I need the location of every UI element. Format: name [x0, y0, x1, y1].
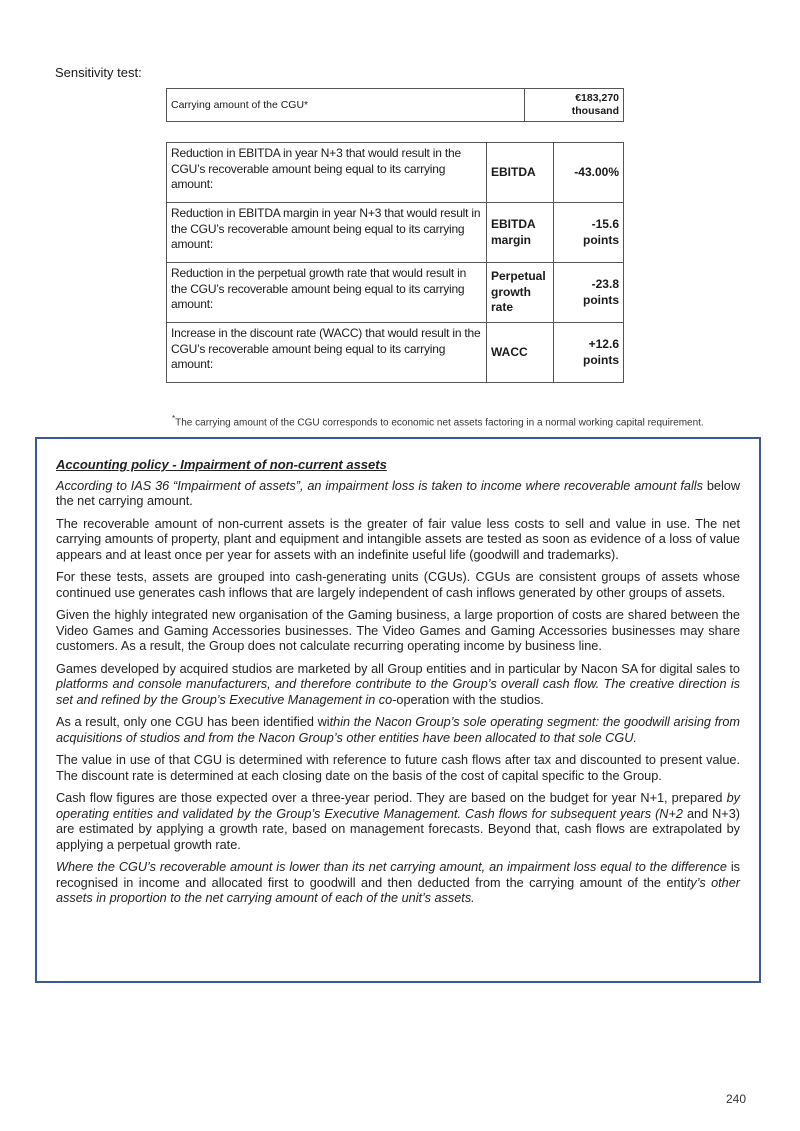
policy-text-italic: Where the CGU’s recoverable amount is lower than its net carrying amount, an impairment loss equal to the difference [56, 860, 727, 874]
policy-text: As a result, only one CGU has been identified wi [56, 715, 330, 729]
policy-text: Games developed by acquired studios are marketed by all Group entities and in particular by Nacon SA for digital sales to [56, 661, 740, 676]
sensitivity-description: Reduction in EBITDA in year N+3 that would result in the CGU’s recoverable amount being equal to its carrying amount: [167, 143, 487, 203]
policy-text: -operation with the studios. [392, 692, 544, 707]
sensitivity-value: -23.8 points [554, 263, 624, 323]
section-heading: Sensitivity test: [55, 65, 142, 80]
policy-paragraph: The recoverable amount of non-current assets is the greater of fair value less costs to sell and value in use. The net carrying amounts of property, plant and equipment and intangible assets are tested as soon as evidence of a loss of value appears and at least once per year for assets with an indefinite useful life (goodwill and trademarks). [56, 516, 740, 562]
sensitivity-description: Reduction in the perpetual growth rate that would result in the CGU’s recoverable amount being equal to its carrying amount: [167, 263, 487, 323]
policy-paragraph: The value in use of that CGU is determined with reference to future cash flows after tax and discounted to present value. The discount rate is determined at each closing date on the basis of the cost of capital specific to the Group. [56, 753, 740, 783]
sensitivity-description: Reduction in EBITDA margin in year N+3 that would result in the CGU’s recoverable amount being equal to its carrying amount: [167, 203, 487, 263]
policy-text-italic: by operating entities and validated by the Group’s Executive Management. Cash flows for subsequent years (N+2 [56, 791, 740, 821]
carrying-amount-value [525, 89, 624, 122]
sensitivity-metric: WACC [487, 323, 554, 383]
sensitivity-value: -15.6 points [554, 203, 624, 263]
table-row [167, 203, 624, 263]
sensitivity-table [166, 142, 624, 383]
policy-text: and N+3) are estimated by applying a growth rate, based on management forecasts. Beyond that, cash flows are extrapolated by applying a perpetual growth rate. [56, 806, 740, 852]
sensitivity-value: +12.6 points [554, 323, 624, 383]
policy-text: below the net carrying amount. [56, 478, 740, 508]
footnote [172, 414, 704, 428]
carrying-amount-unit: thousand [571, 105, 619, 118]
footnote-text: The carrying amount of the CGU corresponds to economic net assets factoring in a normal working capital requirement. [175, 417, 704, 429]
policy-title: Accounting policy - Impairment of non-current assets [56, 457, 387, 472]
policy-paragraph [56, 479, 740, 510]
footnote-marker: * [172, 414, 176, 423]
policy-paragraph: Given the highly integrated new organisation of the Gaming business, a large proportion of costs are shared between the Video Games and Gaming Accessories businesses. The Video Games and Gaming Accessories businesses may share customers. As a result, the Group does not calculate recurring operating income by business line. [56, 608, 740, 653]
carrying-amount-table [166, 88, 624, 122]
policy-text-italic: platforms and console manufacturers, and therefore contribute to the Group’s overall cash flow. The creative direction is set and refined by the Group’s Executive Management in co [56, 677, 740, 707]
policy-paragraph: For these tests, assets are grouped into cash-generating units (CGUs). CGUs are consistent groups of assets whose continued use generates cash inflows that are largely independent of cash inflows generated by other groups of assets. [56, 570, 740, 600]
sensitivity-metric: Perpetual growth rate [487, 263, 554, 323]
table-row [167, 143, 624, 203]
policy-text-italic: thin the Nacon Group’s sole operating segment: the goodwill arising from acquisitions of studios and from the Nacon Group’s other entities have been allocated to that sole CGU. [56, 715, 740, 745]
sensitivity-value: -43.00% [554, 143, 624, 203]
page-number: 240 [726, 1092, 747, 1106]
sensitivity-description: Increase in the discount rate (WACC) that would result in the CGU’s recoverable amount being equal to its carrying amount: [167, 323, 487, 383]
policy-text-italic: According to IAS 36 “Impairment of assets”, an impairment loss is taken to income where recoverable amount falls [56, 478, 703, 493]
policy-paragraph [56, 662, 740, 709]
table-row [167, 263, 624, 323]
sensitivity-metric: EBITDA margin [487, 203, 554, 263]
table-row [167, 323, 624, 383]
policy-paragraph [56, 715, 740, 746]
table-row [167, 89, 624, 122]
carrying-amount-label: Carrying amount of the CGU* [167, 89, 525, 122]
sensitivity-metric: EBITDA [487, 143, 554, 203]
policy-text: is recognised in income and allocated first to goodwill and then deducted from the carrying amount of the enti [56, 860, 740, 890]
carrying-amount-number: €183,270 [575, 92, 619, 104]
policy-text: Cash flow figures are those expected over a three-year period. They are based on the budget for year N+1, prepared [56, 791, 727, 805]
policy-paragraph [56, 860, 740, 907]
policy-text-italic: ty’s other assets in proportion to the net carrying amount of each of the unit’s assets. [56, 875, 740, 905]
policy-paragraph [56, 791, 740, 853]
accounting-policy-box [35, 437, 761, 983]
